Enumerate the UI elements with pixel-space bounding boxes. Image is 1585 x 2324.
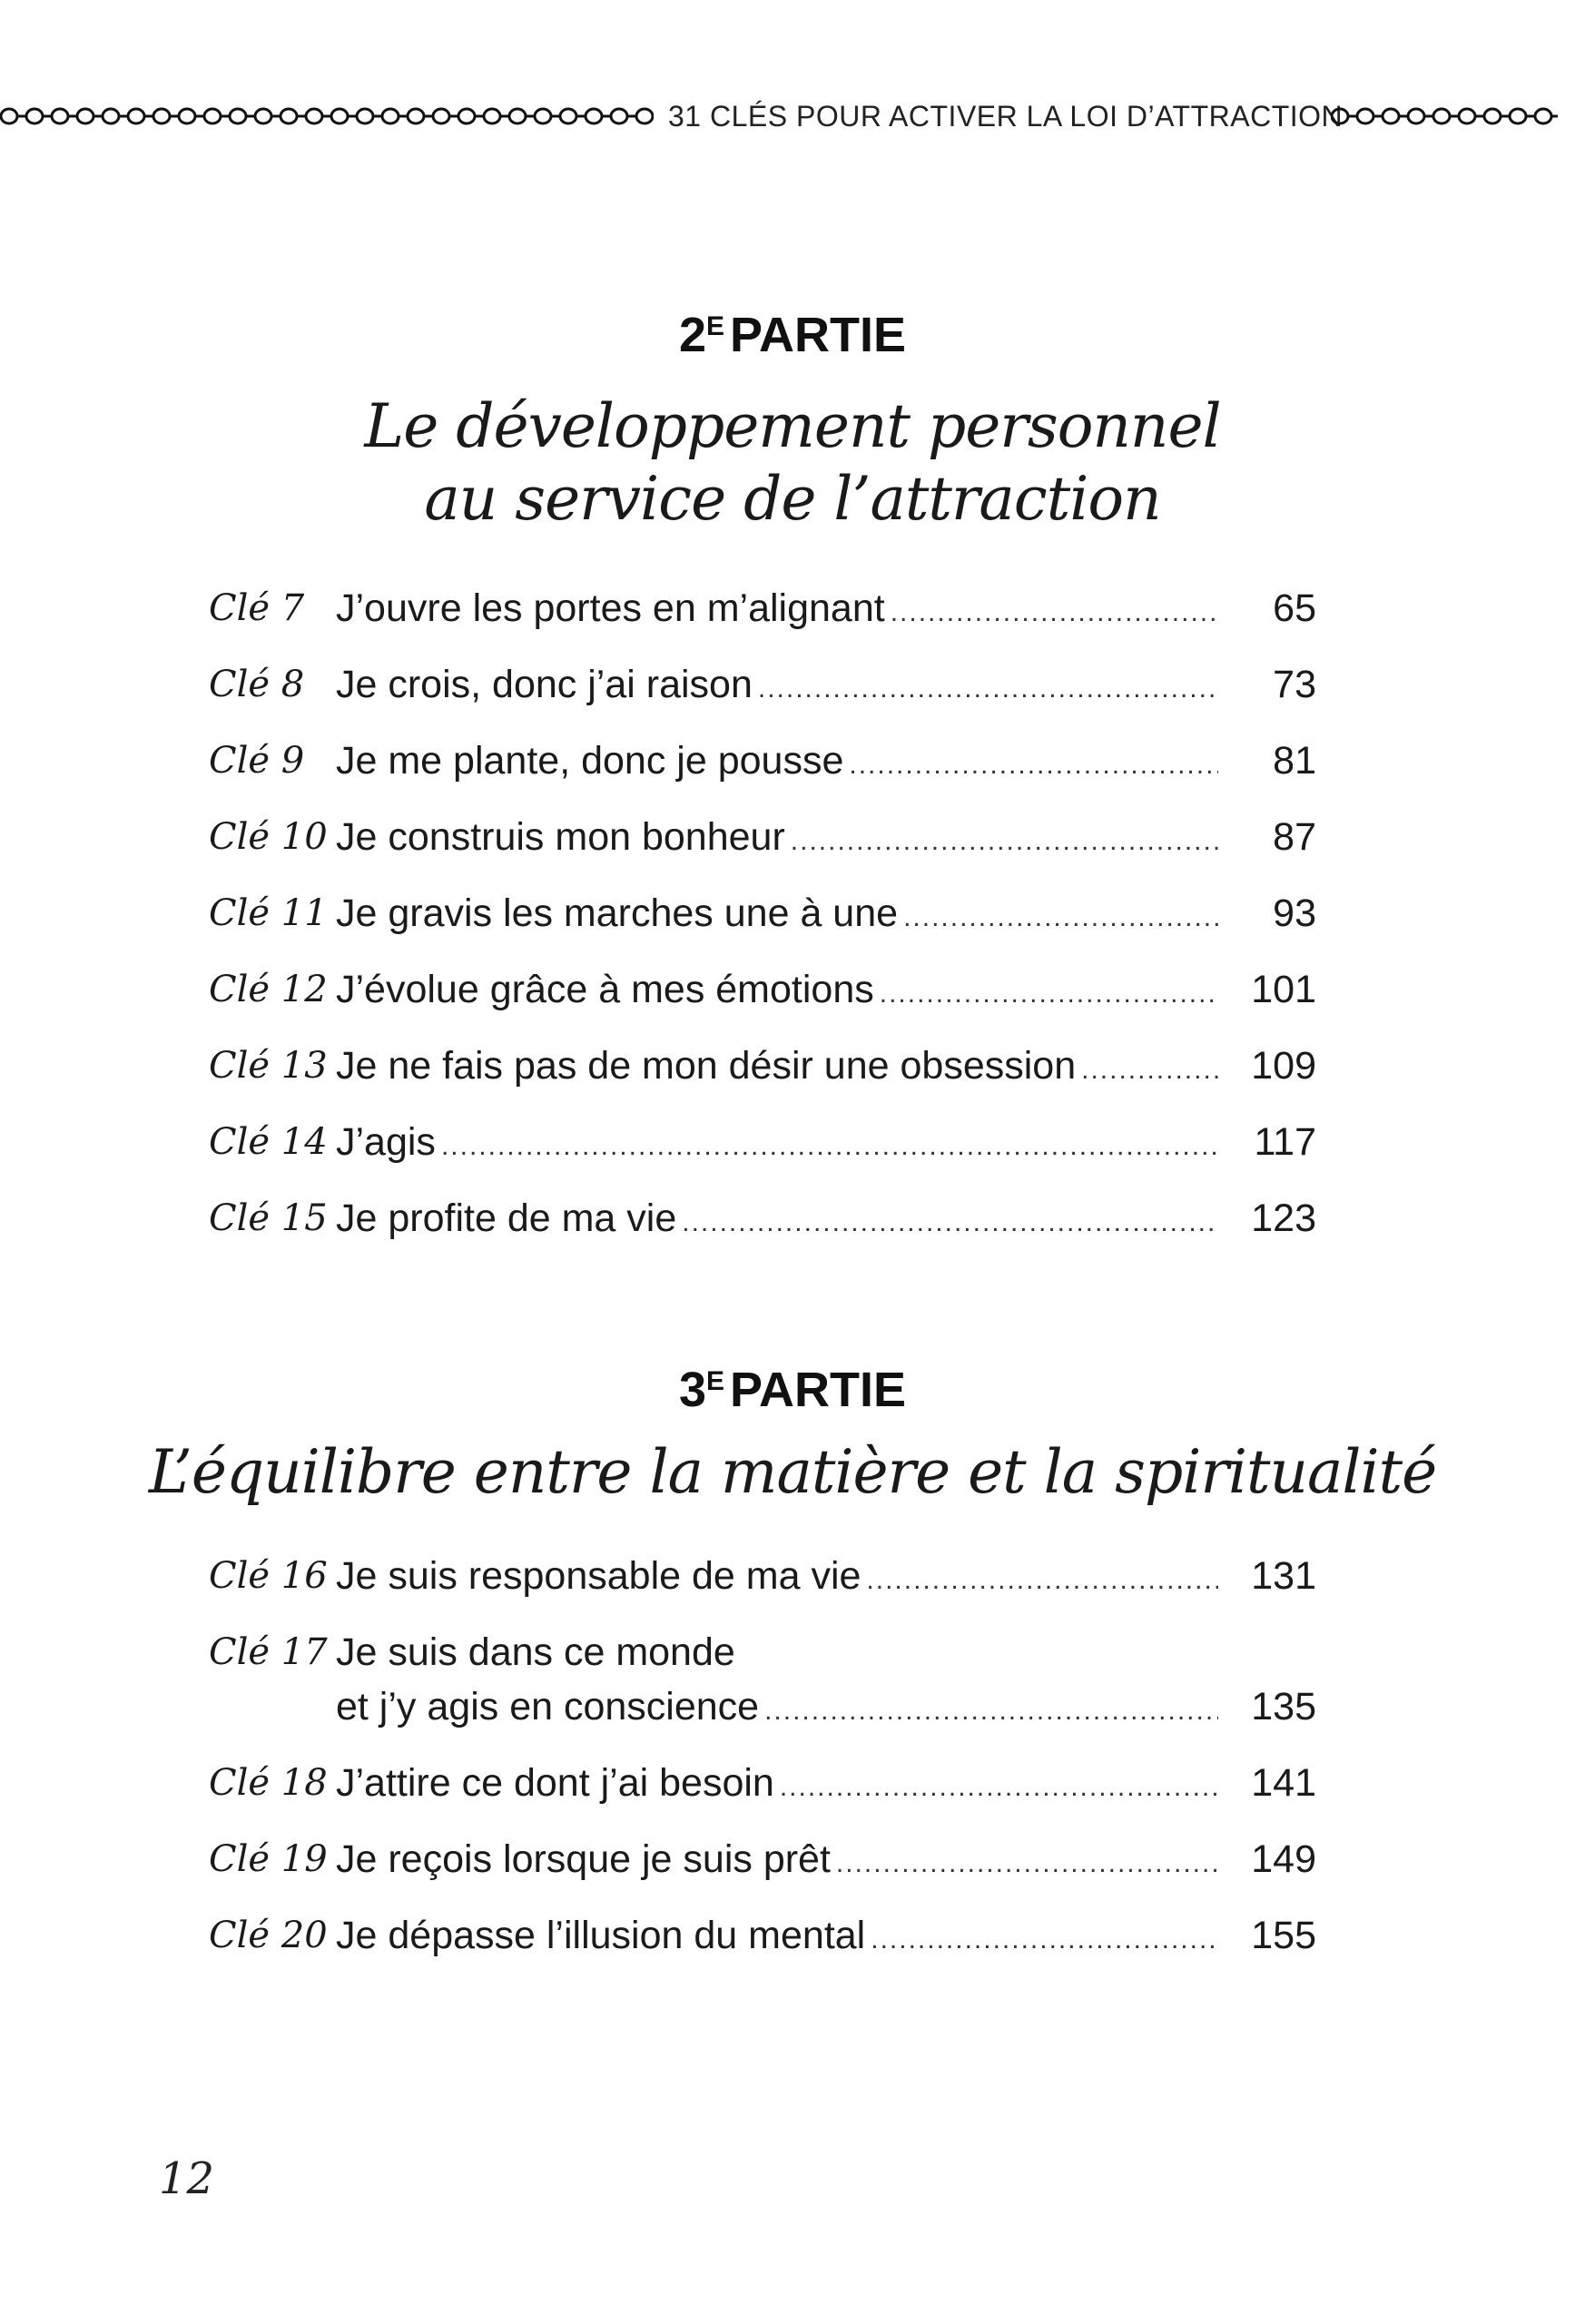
- toc-entry[interactable]: [209, 1908, 1316, 1984]
- toc-key: Clé 9: [209, 740, 305, 782]
- toc-key: Clé 14: [209, 1121, 328, 1163]
- toc-page-number: 141: [1251, 1761, 1316, 1805]
- part3-number: 3: [678, 1363, 706, 1417]
- running-header: [0, 98, 1585, 134]
- part2-subtitle-line1: Le développement personnel: [364, 391, 1221, 461]
- toc-title: Je ne fais pas de mon désir une obsession: [336, 1044, 1077, 1088]
- part3-superscript: E: [706, 1366, 725, 1396]
- dot-leader: [791, 814, 1218, 869]
- running-title: 31 CLÉS POUR ACTIVER LA LOI D’ATTRACTION: [668, 100, 1344, 133]
- dot-leader: [764, 1684, 1218, 1738]
- toc-page-number: 73: [1273, 663, 1316, 706]
- toc-page-number: 81: [1273, 739, 1316, 783]
- part2-number: 2: [678, 308, 706, 362]
- toc-title: Je crois, donc j’ai raison: [336, 663, 753, 706]
- dot-leader: [758, 662, 1218, 716]
- toc-key: Clé 18: [209, 1762, 328, 1804]
- toc-key: Clé 11: [209, 892, 328, 934]
- toc-page-number: 149: [1251, 1837, 1316, 1881]
- dot-leader: [871, 1913, 1218, 1967]
- toc-page-number: 131: [1251, 1554, 1316, 1598]
- toc-entry[interactable]: [209, 1549, 1316, 1625]
- toc-key: Clé 13: [209, 1045, 328, 1087]
- toc-title: J’évolue grâce à mes émotions: [336, 968, 874, 1011]
- toc-title: J’agis: [336, 1120, 436, 1164]
- toc-page-number: 87: [1273, 815, 1316, 859]
- toc-entry[interactable]: [209, 1832, 1316, 1908]
- toc-key: Clé 19: [209, 1838, 328, 1880]
- toc-key: Clé 8: [209, 664, 305, 705]
- toc-page-number: 135: [1251, 1685, 1316, 1728]
- part3-toc: [209, 1549, 1316, 1984]
- toc-title-line1: Je suis dans ce monde: [336, 1630, 735, 1674]
- toc-entry[interactable]: [209, 1191, 1316, 1267]
- toc-page-number: 93: [1273, 891, 1316, 935]
- part3-subtitle-line1: L’équilibre entre la matière et la spiritualité: [148, 1437, 1437, 1507]
- dot-leader: [1081, 1043, 1218, 1098]
- chain-ornament-right-icon: [1331, 105, 1558, 127]
- part2-heading: [0, 307, 1585, 363]
- toc-page-number: 65: [1273, 586, 1316, 630]
- toc-entry[interactable]: [209, 810, 1316, 886]
- toc-entry[interactable]: [209, 1115, 1316, 1191]
- part2-subtitle-line2: au service de l’attraction: [424, 464, 1161, 534]
- dot-leader: [682, 1196, 1218, 1250]
- toc-entry[interactable]: [209, 1039, 1316, 1115]
- toc-key: Clé 7: [209, 587, 305, 629]
- toc-key: Clé 15: [209, 1197, 328, 1239]
- part2-label: PARTIE: [730, 308, 907, 362]
- toc-title: Je reçois lorsque je suis prêt: [336, 1837, 831, 1881]
- toc-title: Je suis responsable de ma vie: [336, 1554, 861, 1598]
- dot-leader: [891, 586, 1218, 640]
- toc-title: Je construis mon bonheur: [336, 815, 785, 859]
- dot-leader: [836, 1837, 1218, 1891]
- part2-toc: [209, 581, 1316, 1267]
- dot-leader: [849, 738, 1218, 793]
- toc-entry[interactable]: [209, 1756, 1316, 1832]
- chain-ornament-left-icon: [0, 105, 654, 127]
- part2-superscript: E: [706, 311, 725, 341]
- toc-page-number: 109: [1251, 1044, 1316, 1088]
- toc-key: Clé 10: [209, 816, 328, 858]
- dot-leader: [880, 967, 1218, 1021]
- part3-label: PARTIE: [730, 1363, 907, 1417]
- toc-title: Je profite de ma vie: [336, 1196, 677, 1240]
- toc-page-number: 123: [1251, 1196, 1316, 1240]
- toc-entry[interactable]: [209, 962, 1316, 1039]
- part3-heading: [0, 1362, 1585, 1418]
- dot-leader: [866, 1553, 1218, 1608]
- toc-entry[interactable]: [209, 1625, 1316, 1756]
- toc-title: et j’y agis en conscience: [336, 1685, 760, 1728]
- part2-subtitle: [182, 390, 1403, 536]
- dot-leader: [441, 1119, 1218, 1174]
- toc-key: Clé 16: [209, 1555, 328, 1597]
- toc-page-number: 117: [1254, 1120, 1316, 1164]
- toc-key: Clé 20: [209, 1915, 328, 1956]
- page-folio: 12: [159, 2153, 215, 2204]
- toc-page-number: 101: [1251, 968, 1316, 1011]
- toc-entry[interactable]: [209, 657, 1316, 734]
- toc-entry[interactable]: [209, 581, 1316, 657]
- toc-page-number: 155: [1251, 1914, 1316, 1957]
- toc-title: Je me plante, donc je pousse: [336, 739, 844, 783]
- toc-title: J’attire ce dont j’ai besoin: [336, 1761, 774, 1805]
- toc-title: Je dépasse l’illusion du mental: [336, 1914, 866, 1957]
- toc-key: Clé 17: [209, 1631, 328, 1673]
- toc-entry[interactable]: [209, 734, 1316, 810]
- toc-title: Je gravis les marches une à une: [336, 891, 899, 935]
- dot-leader: [903, 891, 1218, 945]
- dot-leader: [780, 1760, 1218, 1815]
- part3-subtitle: [145, 1436, 1440, 1509]
- toc-key: Clé 12: [209, 969, 328, 1010]
- toc-title: J’ouvre les portes en m’alignant: [336, 586, 885, 630]
- toc-entry[interactable]: [209, 886, 1316, 962]
